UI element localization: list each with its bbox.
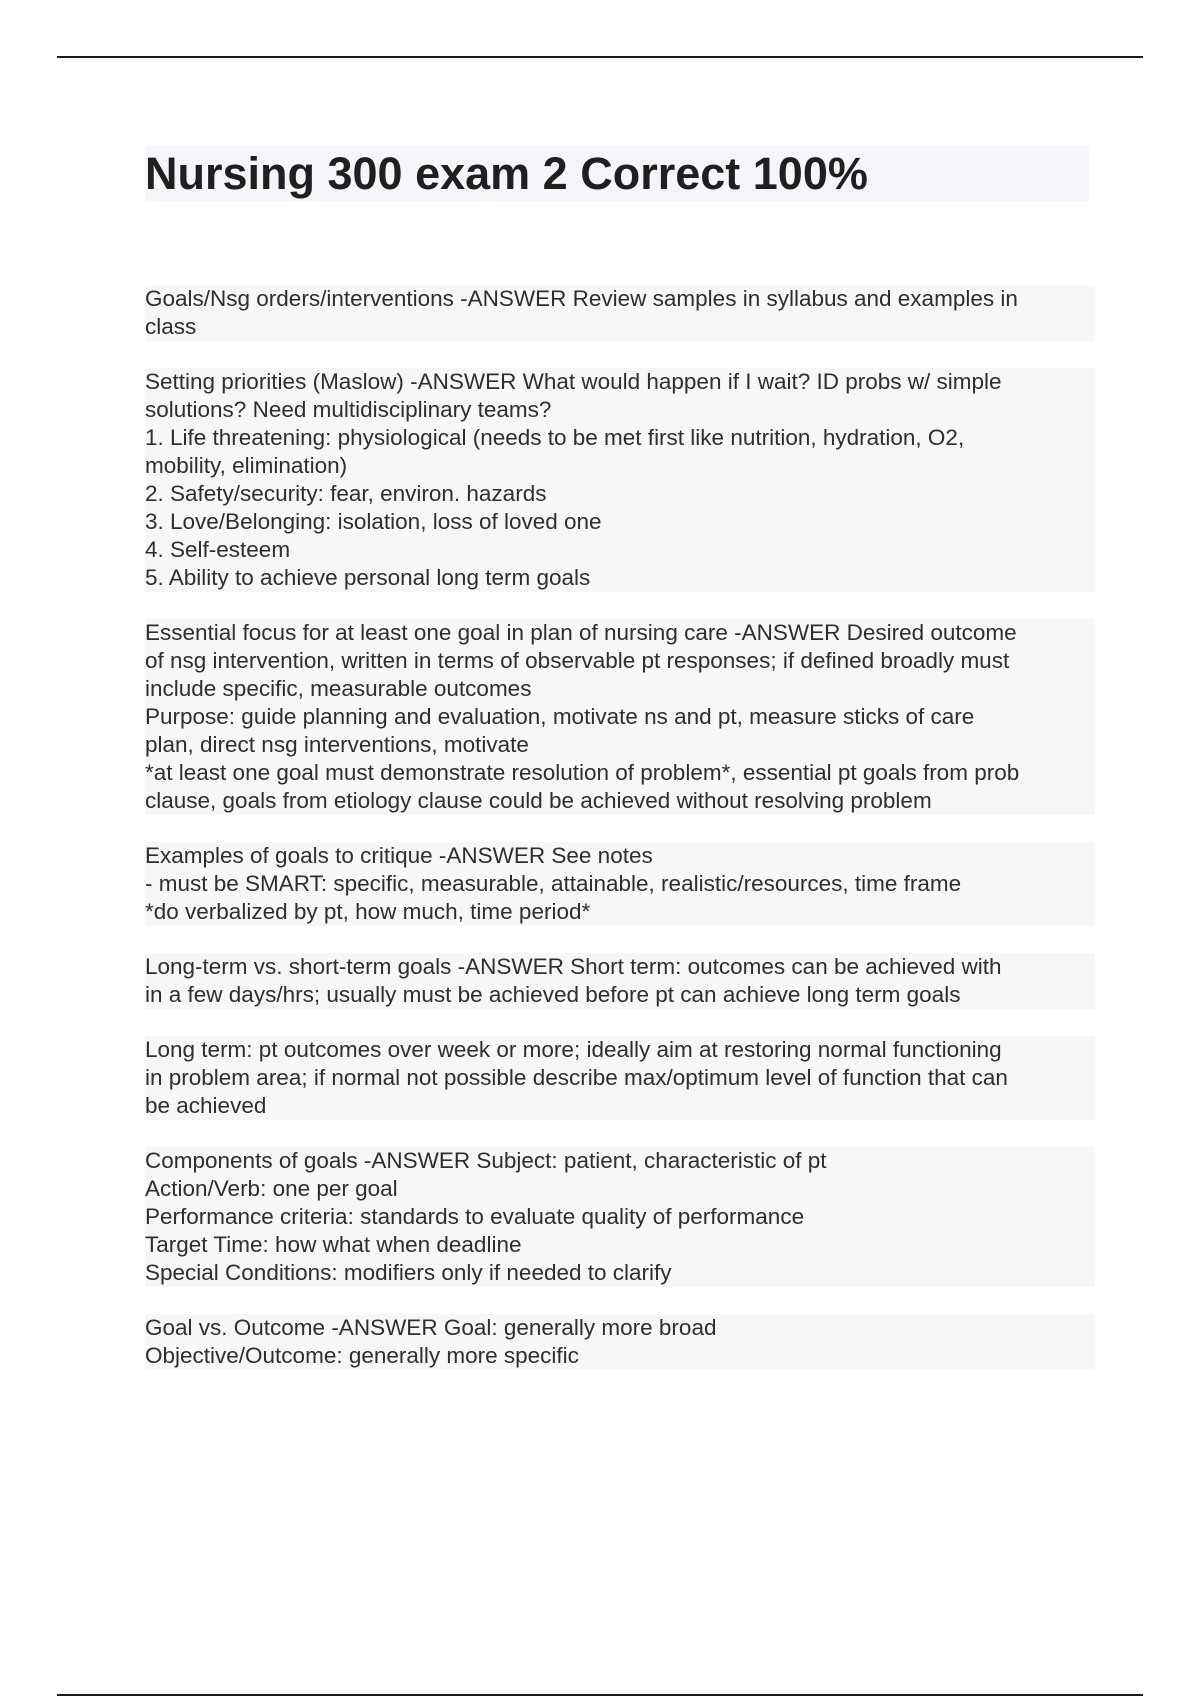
- text-line: Long term: pt outcomes over week or more; ideally aim at restoring normal functioning: [145, 1036, 1095, 1064]
- text-line: Components of goals -ANSWER Subject: patient, characteristic of pt: [145, 1147, 1095, 1175]
- text-line: 5. Ability to achieve personal long term goals: [145, 564, 1095, 592]
- text-line: Essential focus for at least one goal in plan of nursing care -ANSWER Desired outcome: [145, 619, 1095, 647]
- qa-section: [145, 285, 1095, 341]
- qa-section: [145, 368, 1095, 592]
- bottom-rule: [57, 1694, 1143, 1696]
- text-line: Goals/Nsg orders/interventions -ANSWER Review samples in syllabus and examples in: [145, 285, 1095, 313]
- text-line: solutions? Need multidisciplinary teams?: [145, 396, 1095, 424]
- text-line: 1. Life threatening: physiological (needs to be met first like nutrition, hydration, O2,: [145, 424, 1095, 452]
- text-line: plan, direct nsg interventions, motivate: [145, 731, 1095, 759]
- text-line: *do verbalized by pt, how much, time period*: [145, 898, 1095, 926]
- text-line: of nsg intervention, written in terms of observable pt responses; if defined broadly must: [145, 647, 1095, 675]
- qa-section: [145, 1036, 1095, 1120]
- text-line: Objective/Outcome: generally more specific: [145, 1342, 1095, 1370]
- qa-section: [145, 1147, 1095, 1287]
- qa-section: [145, 842, 1095, 926]
- text-line: class: [145, 313, 1095, 341]
- text-line: Goal vs. Outcome -ANSWER Goal: generally more broad: [145, 1314, 1095, 1342]
- text-line: Setting priorities (Maslow) -ANSWER What would happen if I wait? ID probs w/ simple: [145, 368, 1095, 396]
- qa-section: [145, 619, 1095, 815]
- text-line: Action/Verb: one per goal: [145, 1175, 1095, 1203]
- text-line: *at least one goal must demonstrate resolution of problem*, essential pt goals from prob: [145, 759, 1095, 787]
- text-line: Long-term vs. short-term goals -ANSWER Short term: outcomes can be achieved with: [145, 953, 1095, 981]
- qa-section: [145, 953, 1095, 1009]
- text-line: Purpose: guide planning and evaluation, motivate ns and pt, measure sticks of care: [145, 703, 1095, 731]
- text-line: 3. Love/Belonging: isolation, loss of loved one: [145, 508, 1095, 536]
- document-body: [145, 285, 1095, 1397]
- text-line: 4. Self-esteem: [145, 536, 1095, 564]
- text-line: in a few days/hrs; usually must be achieved before pt can achieve long term goals: [145, 981, 1095, 1009]
- text-line: in problem area; if normal not possible describe max/optimum level of function that can: [145, 1064, 1095, 1092]
- qa-section: [145, 1314, 1095, 1370]
- text-line: Performance criteria: standards to evaluate quality of performance: [145, 1203, 1095, 1231]
- text-line: mobility, elimination): [145, 452, 1095, 480]
- text-line: include specific, measurable outcomes: [145, 675, 1095, 703]
- text-line: be achieved: [145, 1092, 1095, 1120]
- text-line: Examples of goals to critique -ANSWER See notes: [145, 842, 1095, 870]
- page-title: Nursing 300 exam 2 Correct 100%: [145, 146, 1089, 202]
- text-line: 2. Safety/security: fear, environ. hazards: [145, 480, 1095, 508]
- text-line: clause, goals from etiology clause could be achieved without resolving problem: [145, 787, 1095, 815]
- text-line: Special Conditions: modifiers only if needed to clarify: [145, 1259, 1095, 1287]
- text-line: - must be SMART: specific, measurable, attainable, realistic/resources, time frame: [145, 870, 1095, 898]
- top-rule: [57, 56, 1143, 58]
- text-line: Target Time: how what when deadline: [145, 1231, 1095, 1259]
